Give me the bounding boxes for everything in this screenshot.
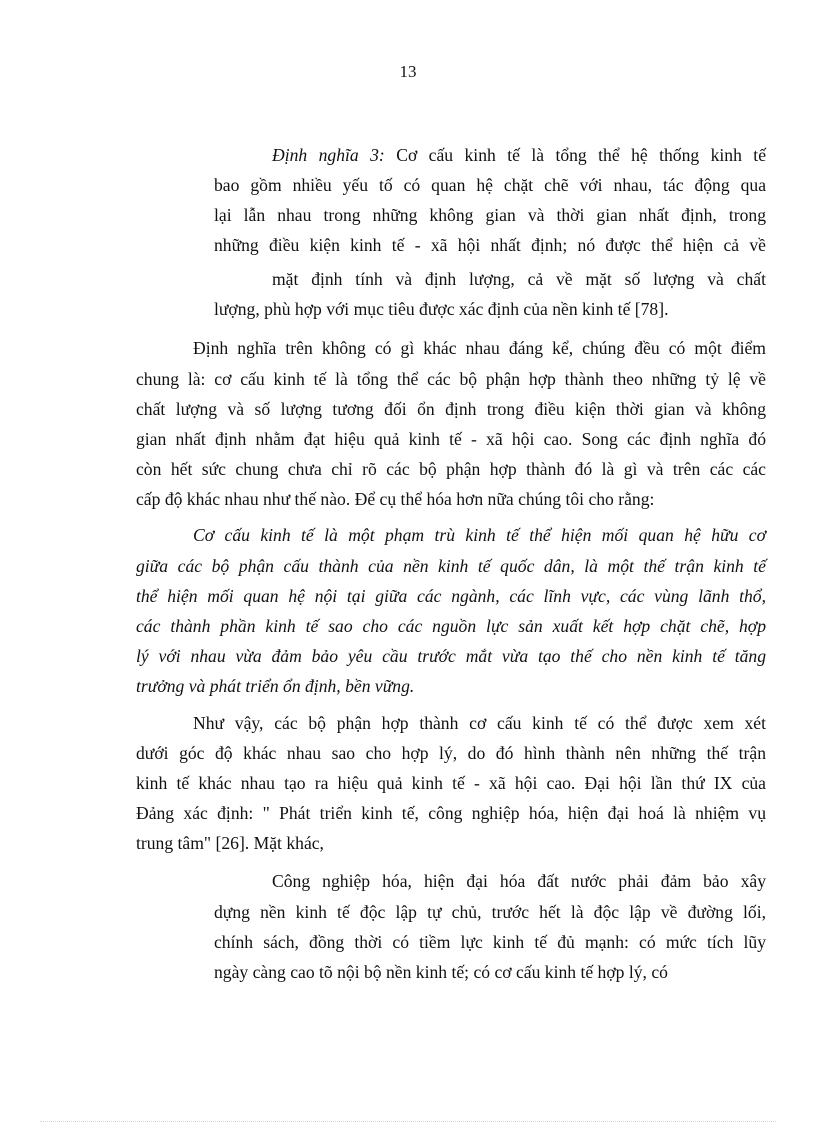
italic-def-line-3: thể hiện mối quan hệ nội tại giữa các ngành, các lĩnh vực, các vùng lãnh thổ, xyxy=(136,586,766,606)
quote2-line-2: dựng nền kinh tế độc lập tự chủ, trước hết là độc lập về đường lối, xyxy=(214,902,766,922)
quote1-line-4: những điều kiện kinh tế - xã hội nhất định; nó được thể hiện cả về xyxy=(214,235,766,255)
quote1-line-1 xyxy=(272,144,766,166)
para1-line-6: cấp độ khác nhau như thế nào. Để cụ thể hóa hơn nữa chúng tôi cho rằng: xyxy=(136,489,655,509)
para2-line-4: Đảng xác định: " Phát triển kinh tế, công nghiệp hóa, hiện đại hoá là nhiệm vụ xyxy=(136,803,766,823)
para1-line-1: Định nghĩa trên không có gì khác nhau đáng kể, chúng đều có một điểm xyxy=(193,338,766,358)
quote1-line-3: lại lẫn nhau trong những không gian và thời gian nhất định, trong xyxy=(214,205,766,225)
para2-line-3: kinh tế khác nhau tạo ra hiệu quả kinh tế - xã hội cao. Đại hội lần thứ IX của xyxy=(136,773,766,793)
para2-line-2: dưới góc độ khác nhau sao cho hợp lý, do đó hình thành nên những thế trận xyxy=(136,743,766,763)
italic-def-line-4: các thành phần kinh tế sao cho các nguồn lực sản xuất kết hợp chặt chẽ, hợp xyxy=(136,616,766,636)
page-bottom-divider xyxy=(40,1121,776,1122)
para1-line-5: còn hết sức chung chưa chỉ rõ các bộ phận hợp thành đó là gì và trên các các xyxy=(136,459,766,479)
para2-line-1: Như vậy, các bộ phận hợp thành cơ cấu kinh tế có thể được xem xét xyxy=(193,713,766,733)
quote1-line-6: lượng, phù hợp với mục tiêu được xác định của nền kinh tế [78]. xyxy=(214,299,669,319)
para1-line-3: chất lượng và số lượng tương đối ổn định trong điều kiện thời gian và không xyxy=(136,399,766,419)
page-number: 13 xyxy=(399,62,417,81)
para2-line-5: trung tâm" [26]. Mặt khác, xyxy=(136,833,324,853)
para1-line-2: chung là: cơ cấu kinh tế là tổng thể các bộ phận hợp thành theo những tỷ lệ về xyxy=(136,369,766,389)
italic-def-line-2: giữa các bộ phận cấu thành của nền kinh tế quốc dân, là một thế trận kinh tế xyxy=(136,556,766,576)
quote2-line-1: Công nghiệp hóa, hiện đại hóa đất nước phải đảm bảo xây xyxy=(272,871,766,891)
italic-def-line-1: Cơ cấu kinh tế là một phạm trù kinh tế thể hiện mối quan hệ hữu cơ xyxy=(193,525,766,545)
quote1-line-2: bao gồm nhiều yếu tố có quan hệ chặt chẽ với nhau, tác động qua xyxy=(214,175,766,195)
para1-line-4: gian nhất định nhằm đạt hiệu quả kinh tế - xã hội cao. Song các định nghĩa đó xyxy=(136,429,766,449)
italic-def-line-5: lý với nhau vừa đảm bảo yêu cầu trước mắt vừa tạo thế cho nền kinh tế tăng xyxy=(136,646,766,666)
definition-label: Định nghĩa 3: xyxy=(272,145,385,165)
quote1-line-5: mặt định tính và định lượng, cả về mặt số lượng và chất xyxy=(272,269,766,289)
italic-def-line-6: trưởng và phát triển ổn định, bền vững. xyxy=(136,676,415,696)
quote2-line-4: ngày càng cao tõ nội bộ nền kinh tế; có cơ cấu kinh tế hợp lý, có xyxy=(214,962,668,982)
quote2-line-3: chính sách, đồng thời có tiềm lực kinh tế đủ mạnh: có mức tích lũy xyxy=(214,932,766,952)
quote1-line-1-text: Cơ cấu kinh tế là tổng thể hệ thống kinh tế xyxy=(384,145,766,165)
